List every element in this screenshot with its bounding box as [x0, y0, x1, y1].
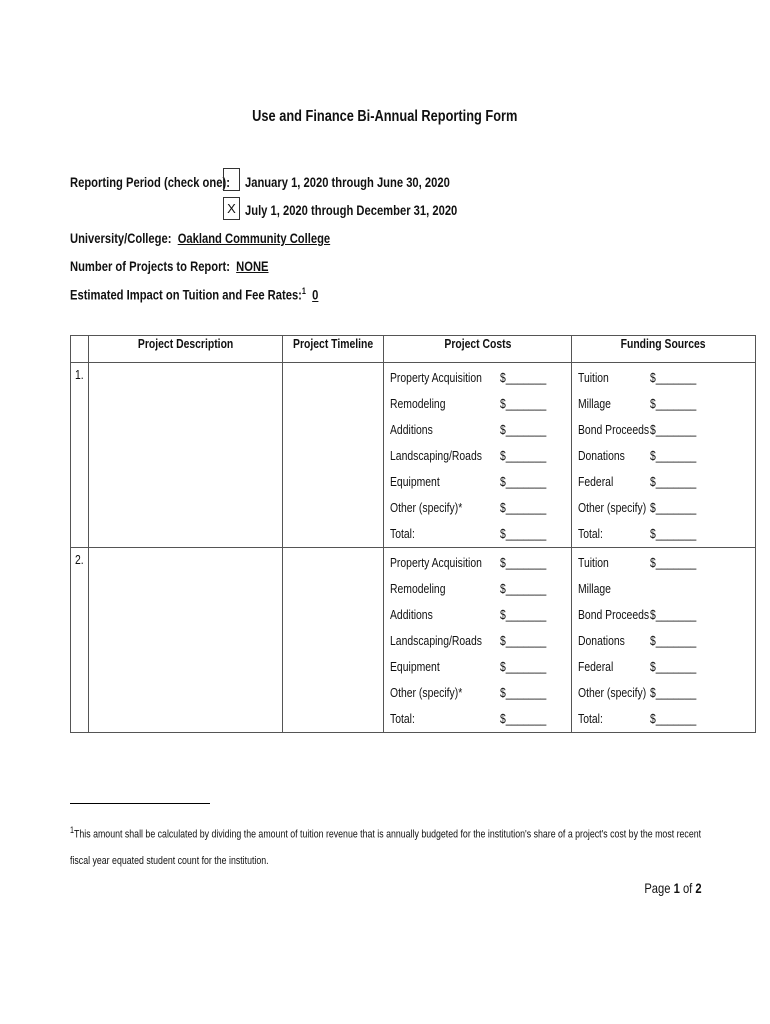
projects-table — [70, 335, 756, 733]
num-projects-value: NONE — [236, 258, 269, 274]
period-option-2: July 1, 2020 through December 31, 2020 — [245, 202, 458, 218]
funding-item: Bond Proceeds $_______ — [578, 422, 697, 437]
university-line — [70, 230, 395, 246]
funding-total: Total: $_______ — [578, 526, 697, 541]
funding-item: Donations $_______ — [578, 633, 697, 648]
header-project-costs: Project Costs — [384, 336, 572, 363]
funding-item: Donations $_______ — [578, 448, 697, 463]
header-number — [71, 336, 89, 363]
period-option-1: January 1, 2020 through June 30, 2020 — [245, 174, 450, 190]
impact-line — [70, 286, 381, 303]
project-description-cell[interactable] — [88, 363, 282, 548]
footnote — [70, 817, 710, 874]
num-projects-label: Number of Projects to Report: — [70, 258, 230, 274]
cost-item: Landscaping/Roads $_______ — [390, 633, 547, 648]
funding-item: Tuition $_______ — [578, 555, 697, 570]
num-projects-line — [70, 258, 318, 274]
project-costs-cell — [384, 363, 572, 548]
period-checkbox-2[interactable]: X — [223, 197, 240, 220]
page-number: Page 1 of 2 — [644, 880, 702, 896]
cost-item: Other (specify)* $_______ — [390, 685, 547, 700]
funding-item: Federal $_______ — [578, 659, 697, 674]
table-header-row — [71, 336, 756, 363]
cost-total: Total: $_______ — [390, 711, 547, 726]
funding-item: Federal $_______ — [578, 474, 697, 489]
project-description-cell[interactable] — [88, 548, 282, 733]
cost-item: Remodeling $_______ — [390, 396, 547, 411]
cost-item: Other (specify)* $_______ — [390, 500, 547, 515]
table-row — [71, 363, 756, 548]
university-value: Oakland Community College — [177, 230, 331, 246]
footnote-mark: 1 — [70, 825, 75, 835]
cost-item: Additions $_______ — [390, 607, 547, 622]
funding-sources-cell — [572, 363, 756, 548]
row-number: 2. — [71, 548, 89, 733]
funding-item: Millage $_______ — [578, 396, 697, 411]
form-title: Use and Finance Bi-Annual Reporting Form — [252, 108, 518, 125]
project-timeline-cell[interactable] — [282, 548, 383, 733]
impact-footnote-mark: 1 — [301, 286, 306, 296]
university-label: University/College: — [70, 230, 172, 246]
project-timeline-cell[interactable] — [282, 363, 383, 548]
funding-item: Millage — [578, 581, 611, 596]
header-project-timeline: Project Timeline — [282, 336, 383, 363]
funding-item: Bond Proceeds $_______ — [578, 607, 697, 622]
funding-item: Other (specify) $_______ — [578, 500, 697, 515]
impact-label: Estimated Impact on Tuition and Fee Rates: — [70, 286, 302, 303]
footnote-divider — [70, 803, 210, 804]
header-funding-sources: Funding Sources — [572, 336, 756, 363]
cost-item: Landscaping/Roads $_______ — [390, 448, 547, 463]
cost-item: Equipment $_______ — [390, 659, 547, 674]
cost-item: Remodeling $_______ — [390, 581, 547, 596]
funding-sources-cell — [572, 548, 756, 733]
table-row — [71, 548, 756, 733]
footnote-text: This amount shall be calculated by dividing the amount of tuition revenue that is annually budgeted for the institution's share of a project's cost by the most recent fiscal year equated student count for the institution. — [70, 828, 702, 867]
cost-total: Total: $_______ — [390, 526, 547, 541]
funding-item: Other (specify) $_______ — [578, 685, 697, 700]
reporting-period-label: Reporting Period (check one): — [70, 174, 230, 190]
header-project-description: Project Description — [88, 336, 282, 363]
project-costs-cell — [384, 548, 572, 733]
row-number: 1. — [71, 363, 89, 548]
cost-item: Property Acquisition $_______ — [390, 370, 547, 385]
cost-item: Additions $_______ — [390, 422, 547, 437]
cost-item: Equipment $_______ — [390, 474, 547, 489]
period-checkbox-1[interactable] — [223, 168, 240, 191]
cost-item: Property Acquisition $_______ — [390, 555, 547, 570]
funding-item: Tuition $_______ — [578, 370, 697, 385]
funding-total: Total: $_______ — [578, 711, 697, 726]
impact-value: 0 — [312, 286, 319, 303]
